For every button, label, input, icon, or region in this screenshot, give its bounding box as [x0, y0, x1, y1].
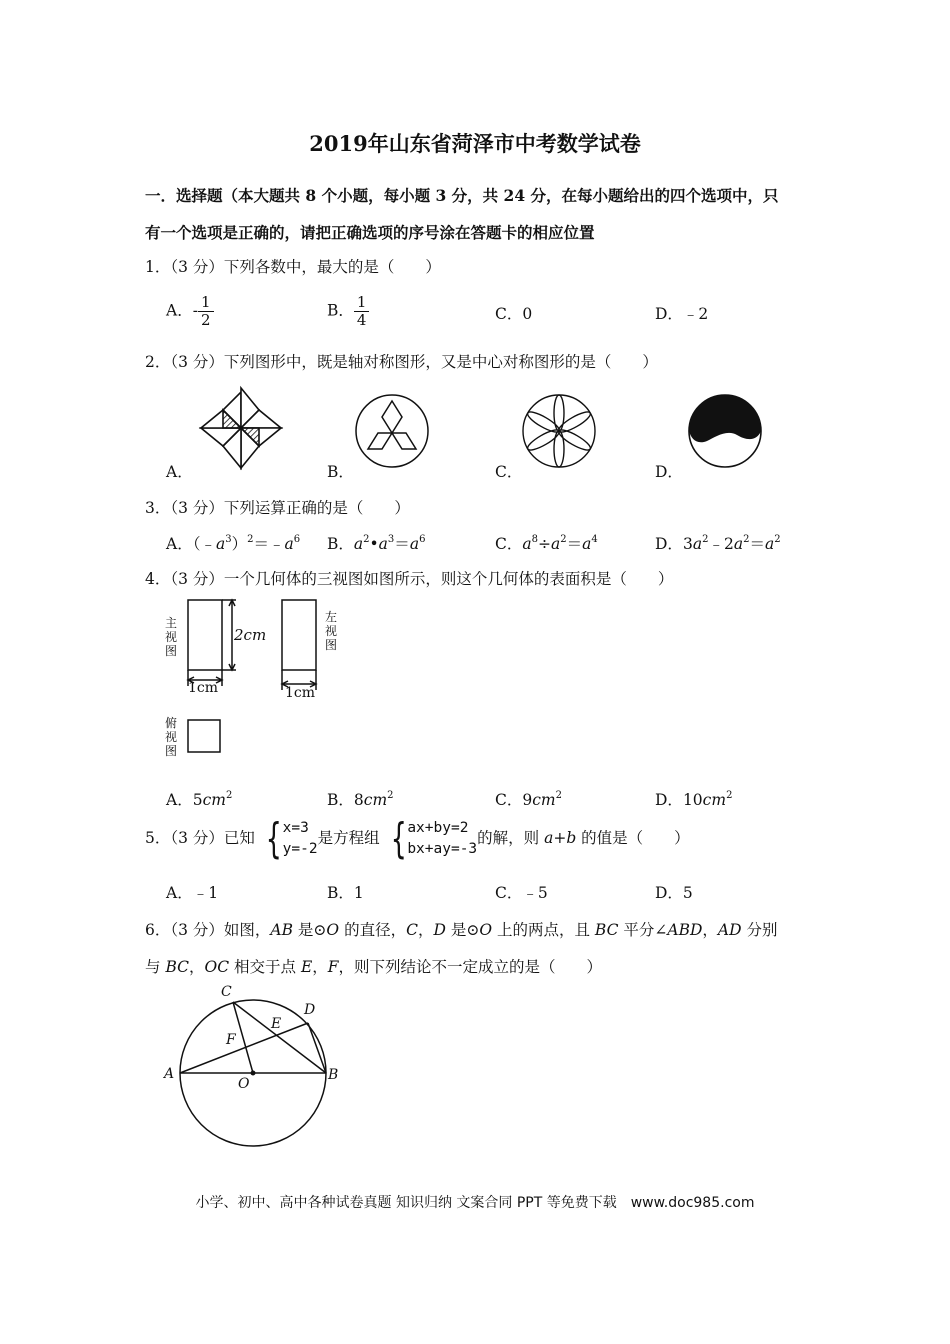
- q3-d-label: D．: [655, 535, 683, 553]
- q4-c-label: C．: [495, 791, 523, 809]
- q5-prefix: 5．（3 分）已知: [145, 829, 255, 847]
- q4-c-value: 9: [522, 791, 533, 809]
- q1-a-sign: -: [192, 301, 198, 320]
- q5-expression: a+b: [544, 829, 577, 847]
- q3-option-d: D．$3a^2﹣2a^2=a^2$: [655, 534, 781, 553]
- q1-option-d: D．﹣2: [655, 305, 709, 323]
- point-label-a: A: [164, 1066, 175, 1082]
- q1-b-numerator: 1: [354, 294, 370, 312]
- q3-a-label: A．: [166, 535, 193, 553]
- point-label-f: F: [226, 1032, 236, 1048]
- q6-stem-line1: 6．（3 分）如图，AB 是⊙O 的直径，C，D 是⊙O 上的两点，且 BC 平分∠ABD，AD 分别: [145, 921, 778, 939]
- q4-d-unit-exp: 2: [726, 790, 733, 801]
- left-view-label: 左视图: [324, 610, 337, 652]
- q4-c-unit: cm: [532, 791, 556, 809]
- circle-geometry-figure: [160, 980, 350, 1150]
- q4-d-unit: cm: [702, 791, 727, 809]
- q6-prefix: 6．（3 分）如图，: [145, 921, 271, 939]
- front-view-label: 主视图: [164, 616, 177, 658]
- page-footer: 小学、初中、高中各种试卷真题 知识归纳 文案合同 PPT 等免费下载 www.doc985.com: [195, 1195, 755, 1211]
- q4-option-d: [655, 788, 732, 810]
- q5-suffix1: 的解，则: [477, 829, 545, 847]
- point-label-c: C: [221, 984, 232, 1000]
- q3-option-a: A．$(﹣a^3)^2=﹣a^6$: [166, 534, 301, 553]
- q5-option-d: D．5: [655, 884, 693, 902]
- q5-brace-1: {: [265, 814, 282, 863]
- q1-option-c: C．0: [495, 305, 533, 323]
- q2-option-d: D．: [655, 463, 683, 481]
- yin-yang-figure: [687, 393, 763, 469]
- point-label-e: E: [271, 1016, 282, 1032]
- q1-a-label: A．: [166, 301, 193, 320]
- q1-a-denominator: 2: [200, 311, 211, 329]
- page-title: 2019年山东省菏泽市中考数学试卷: [309, 131, 641, 156]
- pinwheel-figure: [199, 386, 283, 470]
- point-label-d: D: [304, 1002, 316, 1018]
- q1-b-fraction: [354, 294, 370, 329]
- q6-stem-line2: 与 BC，OC 相交于点 E，F，则下列结论不一定成立的是（ ）: [145, 958, 603, 976]
- width-dimension-front: 1cm: [188, 680, 219, 696]
- q4-stem: 4．（3 分）一个几何体的三视图如图所示，则这个几何体的表面积是（ ）: [145, 570, 674, 588]
- q5-option-b: B．1: [327, 884, 364, 902]
- q4-a-label: A．: [166, 791, 193, 809]
- q5-sys1-line1: x=3: [282, 820, 309, 836]
- width-dimension-left: 1cm: [285, 685, 316, 701]
- q2-option-b: B．: [327, 463, 354, 481]
- circle-three-rhombus-figure: [354, 393, 430, 469]
- q2-option-c: C．: [495, 463, 523, 481]
- q4-a-unit-exp: 2: [225, 790, 233, 801]
- q5-suffix2: 的值是（ ）: [576, 829, 690, 847]
- q1-option-a: [166, 294, 214, 329]
- q4-option-b: [327, 788, 394, 810]
- q5-sys1-line2: y=-2: [282, 841, 318, 857]
- q1-b-label: B．: [327, 301, 354, 320]
- q4-a-value: 5: [192, 791, 203, 809]
- q3-stem: 3．（3 分）下列运算正确的是（ ）: [145, 499, 410, 517]
- circle-flower-figure: [521, 393, 597, 469]
- q4-b-label: B．: [327, 791, 354, 809]
- point-label-o: O: [238, 1076, 250, 1092]
- q1-stem: 1．（3 分）下列各数中，最大的是（ ）: [145, 258, 441, 276]
- q4-d-value: 10: [682, 791, 703, 809]
- q2-stem: 2．（3 分）下列图形中，既是轴对称图形，又是中心对称图形的是（ ）: [145, 353, 658, 371]
- section-heading-line1: 一．选择题（本大题共 8 个小题，每小题 3 分，共 24 分，在每小题给出的四个选项中，只: [145, 186, 779, 205]
- q1-b-denominator: 4: [356, 311, 367, 329]
- q5-stem: [145, 814, 690, 863]
- q4-a-unit: cm: [202, 791, 226, 809]
- q4-c-unit-exp: 2: [555, 790, 563, 801]
- q5-option-c: C．﹣5: [495, 884, 548, 902]
- q5-solution-system: [283, 818, 318, 860]
- section-heading-line2: 有一个选项是正确的，请把正确选项的序号涂在答题卡的相应位置: [145, 223, 595, 242]
- q4-option-c: [495, 788, 562, 810]
- q2-option-a: A．: [166, 463, 193, 481]
- q5-option-a: A．﹣1: [166, 884, 219, 902]
- q4-b-value: 8: [353, 791, 364, 809]
- q3-b-label: B．: [327, 535, 354, 553]
- q1-option-b: [327, 294, 369, 329]
- point-label-b: B: [328, 1067, 339, 1083]
- q4-option-a: [166, 788, 232, 810]
- q3-option-c: C．$a^8\div a^2=a^4$: [495, 534, 598, 553]
- q4-d-label: D．: [655, 791, 683, 809]
- q4-b-unit: cm: [363, 791, 388, 809]
- q5-equation-system: [407, 818, 477, 860]
- q1-a-numerator: 1: [198, 294, 214, 312]
- q3-c-label: C．: [495, 535, 523, 553]
- q5-mid: 是方程组: [317, 829, 380, 847]
- q3-option-b: B．$a^2•a^3=a^6$: [327, 534, 426, 553]
- q6-line2-prefix: 与: [145, 958, 166, 976]
- q5-sys2-line1: ax+by=2: [407, 820, 469, 836]
- q5-brace-2: {: [390, 814, 407, 863]
- q1-a-fraction: [198, 294, 214, 329]
- height-dimension: 2cm: [234, 626, 267, 644]
- q5-sys2-line2: bx+ay=-3: [407, 841, 478, 857]
- top-view-label: 俯视图: [164, 716, 177, 758]
- q4-b-unit-exp: 2: [387, 790, 394, 801]
